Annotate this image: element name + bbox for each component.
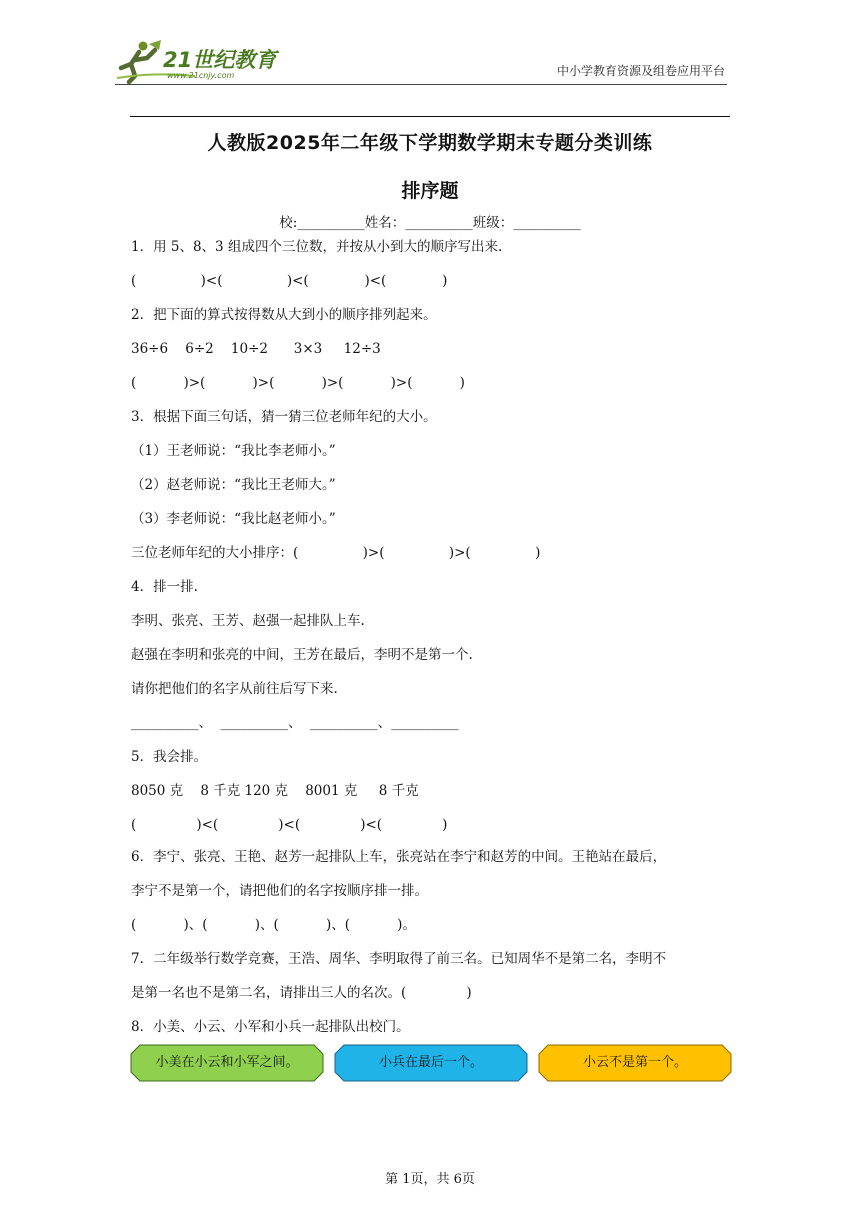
clue-box [130,1044,324,1082]
statement-line: 赵强在李明和张亮的中间，王芳在最后，李明不是第一个. [131,647,473,663]
page-header [115,38,725,84]
expression-line: 8050 克 8 千克 120 克 8001 克 8 千克 [131,783,419,799]
student-info-line: 校:__________姓名：__________班级：__________ [279,215,581,231]
clue-box [538,1044,732,1082]
statement-line: 李明、张亮、王芳、赵强一起排队上车. [131,613,365,629]
question-line: 是第一名也不是第二名，请排出三人的名次。( ) [131,985,472,1001]
answer-line: ( )<( )<( )<( ) [131,273,448,289]
answer-line: 三位老师年纪的大小排序：( )>( )>( ) [131,545,541,561]
document-subtitle: 排序题 [401,180,459,202]
answer-line: ( )<( )<( )<( ) [131,817,448,833]
clue-boxes [130,1044,732,1082]
question-line: 8．小美、小云、小军和小兵一起排队出校门。 [131,1019,410,1035]
clue-box [334,1044,528,1082]
logo-text: 21世纪教育 [163,48,277,72]
statement-line: （1）王老师说：“我比李老师小。” [131,443,336,459]
question-line: 6．李宁、张亮、王艳、赵芳一起排队上车，张亮站在李宁和赵芳的中间。王艳站在最后， [131,849,667,865]
question-line: 3．根据下面三句话，猜一猜三位老师年纪的大小。 [131,409,437,425]
page-footer: 第 1页，共 6页 [385,1172,475,1187]
statement-line: （3）李老师说：“我比赵老师小。” [131,511,336,527]
question-line: 1．用 5、8、3 组成四个三位数，并按从小到大的顺序写出来. [131,239,503,255]
expression-line: 36÷6 6÷2 10÷2 3×3 12÷3 [131,341,381,357]
question-line: 7．二年级举行数学竞赛，王浩、周华、李明取得了前三名。已知周华不是第二名，李明不 [131,951,667,967]
clue-text: 小兵在最后一个。 [378,1055,483,1070]
platform-name: 中小学教育资源及组卷应用平台 [556,64,725,78]
statement-line: 请你把他们的名字从前往后写下来. [131,681,338,697]
question-line: 李宁不是第一个，请把他们的名字按顺序排一排。 [131,883,428,899]
answer-line: ( )、( )、( )、( )。 [131,917,416,933]
clue-text: 小美在小云和小军之间。 [155,1055,299,1070]
answer-line: __________、 __________、 __________、__________ [131,715,459,731]
statement-line: （2）赵老师说：“我比王老师大。” [131,477,336,493]
title-divider [130,116,730,117]
question-line: 4．排一排. [131,579,198,595]
answer-line: ( )>( )>( )>( )>( ) [131,375,465,391]
logo-url: www.21cnjy.com [167,71,235,80]
header-divider [115,84,727,85]
question-line: 5．我会排。 [131,749,208,765]
clue-text: 小云不是第一个。 [582,1055,687,1070]
document-title: 人教版2025年二年级下学期数学期末专题分类训练 [207,132,653,154]
question-line: 2．把下面的算式按得数从大到小的顺序排列起来。 [131,307,437,323]
logo [115,38,285,84]
